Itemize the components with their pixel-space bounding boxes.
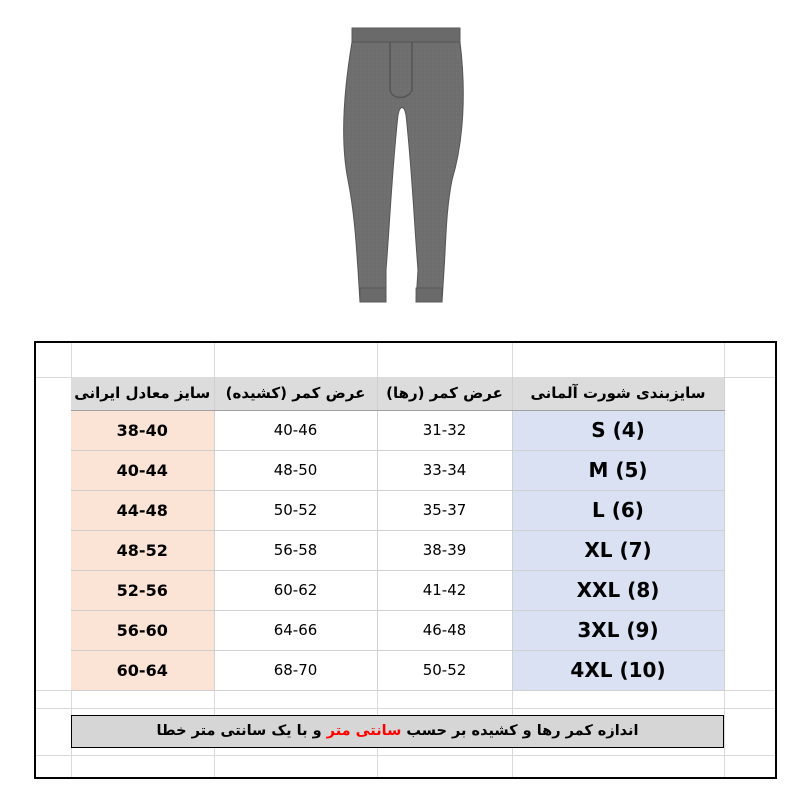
cell-german-size: M (5) [512,450,724,490]
cell-iran-size: 60-64 [71,650,214,690]
cell-iran-size: 48-52 [71,530,214,570]
cell-iran-size: 38-40 [71,410,214,450]
cell-iran-size: 40-44 [71,450,214,490]
size-table [71,377,725,691]
table-row [71,650,724,690]
cell-german-size: XL (7) [512,530,724,570]
table-row [71,450,724,490]
cell-waist-stretched: 64-66 [214,610,377,650]
cell-german-size: 4XL (10) [512,650,724,690]
table-row [71,410,724,450]
table-row [71,490,724,530]
header-german-size: سایزبندی شورت آلمانی [512,377,724,410]
table-row [71,610,724,650]
header-waist-relaxed: عرض کمر (رها) [377,377,512,410]
measurement-note [71,715,724,748]
cell-waist-relaxed: 50-52 [377,650,512,690]
cell-waist-stretched: 50-52 [214,490,377,530]
cell-german-size: L (6) [512,490,724,530]
header-iran-size: سایز معادل ایرانی [71,377,214,410]
cell-waist-relaxed: 33-34 [377,450,512,490]
cell-waist-relaxed: 31-32 [377,410,512,450]
cell-waist-relaxed: 38-39 [377,530,512,570]
cell-german-size: S (4) [512,410,724,450]
cell-waist-stretched: 60-62 [214,570,377,610]
note-text-part2: و با یک سانتی متر خطا [156,723,327,739]
cell-iran-size: 44-48 [71,490,214,530]
cell-waist-stretched: 68-70 [214,650,377,690]
table-row [71,530,724,570]
cell-waist-relaxed: 41-42 [377,570,512,610]
product-image-pants [320,20,480,320]
cell-german-size: XXL (8) [512,570,724,610]
cell-waist-relaxed: 46-48 [377,610,512,650]
cell-waist-stretched: 48-50 [214,450,377,490]
grid-line [36,755,775,756]
grid-line [36,708,775,709]
table-header-row [71,377,724,410]
header-waist-stretched: عرض کمر (کشیده) [214,377,377,410]
cell-waist-relaxed: 35-37 [377,490,512,530]
note-text-part1: اندازه کمر رها و کشیده بر حسب [401,723,639,739]
cell-iran-size: 56-60 [71,610,214,650]
cell-german-size: 3XL (9) [512,610,724,650]
note-highlight-unit: سانتی متر [326,723,402,739]
cell-waist-stretched: 56-58 [214,530,377,570]
cell-iran-size: 52-56 [71,570,214,610]
cell-waist-stretched: 40-46 [214,410,377,450]
table-row [71,570,724,610]
size-chart-frame [34,341,777,779]
